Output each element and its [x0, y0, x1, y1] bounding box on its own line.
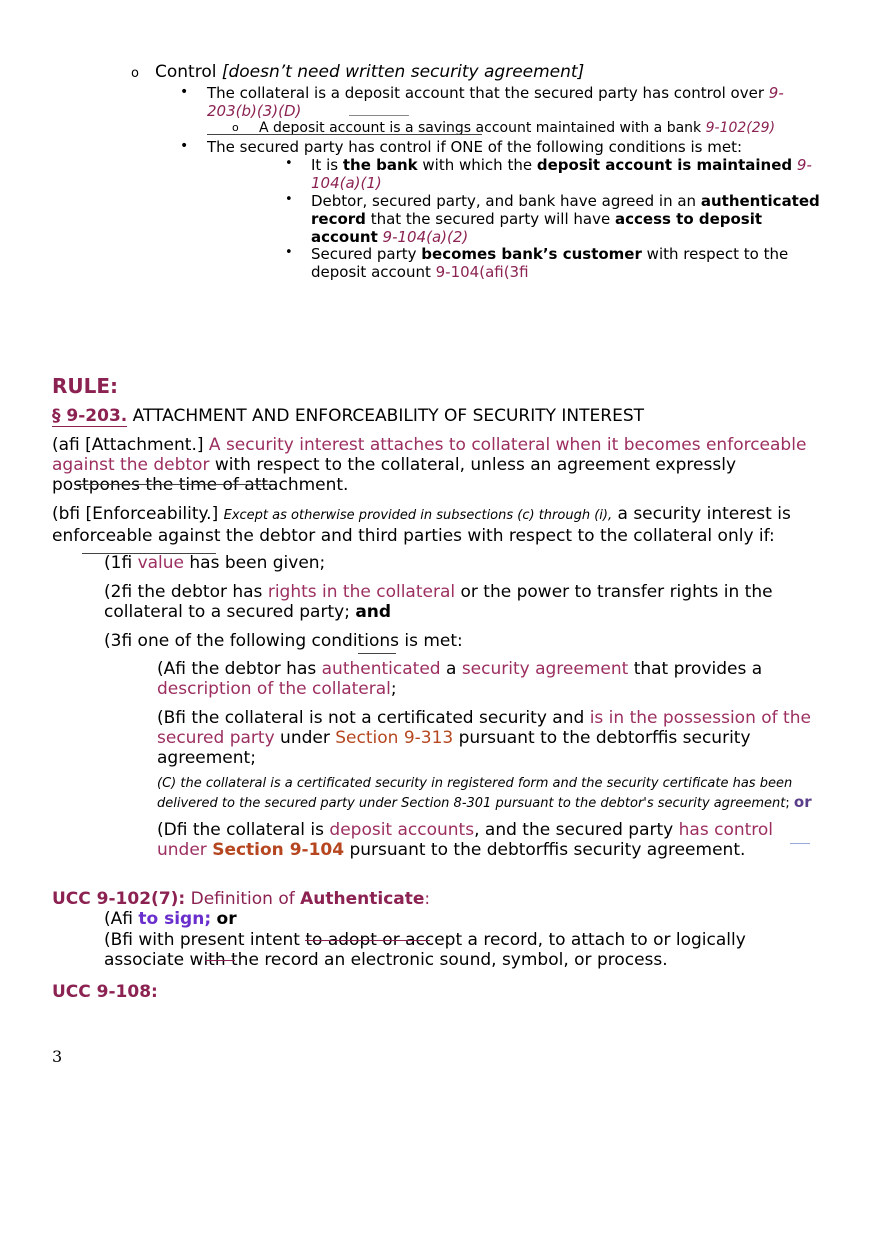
bullet-dot: • — [180, 84, 189, 100]
control-title: Control — [155, 62, 217, 82]
bullet-dot: • — [285, 156, 293, 171]
condition-A: (Afi the debtor has authenticated a security agreement that provides a description of the collateral; — [157, 659, 763, 699]
section-title: ATTACHMENT AND ENFORCEABILITY OF SECURITY INTEREST — [132, 406, 645, 426]
strike-mark — [305, 940, 430, 941]
cite-ref: 9-104(a)(2) — [382, 228, 469, 246]
underline-mark — [358, 653, 396, 654]
bullet-dot: • — [285, 245, 293, 260]
section-number: § 9-203. — [52, 406, 128, 426]
control-item-2: The secured party has control if ONE of the following conditions is met: — [207, 138, 743, 156]
subsection-a: (afi [Attachment.] A security interest attaches to collateral when it becomes enforceable against the debtor with respect to the collateral, unless an agreement expressly postpones the time of attachment. — [52, 435, 807, 495]
paragraph-1: (1fi value has been given; — [104, 553, 326, 573]
paragraph-2: (2fi the debtor has rights in the collateral or the power to transfer rights in the collateral to a secured party; and — [104, 582, 773, 622]
paragraph-3: (3fi one of the following conditions is met: — [104, 631, 463, 651]
underline-mark — [207, 134, 482, 135]
control-condition-2: Debtor, secured party, and bank have agreed in an authenticated record that the secured party will have access to deposit account 9-104(a)(2) — [311, 192, 820, 246]
cite-ref: 9-203(b)(3)(D) — [207, 84, 784, 120]
list-bullet-circle: o — [232, 121, 239, 134]
condition-B: (Bfi the collateral is not a certificated security and is in the possession of the secured party under Section 9-313 pursuant to the debtorffis security agreement; — [157, 708, 811, 768]
bullet-dot: • — [180, 138, 189, 154]
condition-D: (Dfi the collateral is deposit accounts, and the secured party has control under Section 9-104 pursuant to the debtorffis security agreement. — [157, 820, 774, 860]
control-sub-1: A deposit account is a savings account maintained with a bank 9-102(29) — [259, 120, 776, 136]
cite-ref: 9-102(29) — [705, 120, 776, 136]
cite-ref: 9-104(a)(1) — [311, 156, 812, 192]
ucc-9-108-heading: UCC 9-108: — [52, 982, 158, 1002]
section-heading — [52, 406, 644, 426]
ucc-9-102-7-heading: UCC 9-102(7): Definition of Authenticate: — [52, 889, 431, 909]
condition-C: (C) the collateral is a certificated security in registered form and the security certificate has been delivered to the secured party under Section 8-301 pursuant to the debtor's security agreement; or — [157, 776, 812, 811]
control-condition-1: It is the bank with which the deposit account is maintained 9-104(a)(1) — [311, 156, 812, 192]
strike-mark — [76, 484, 274, 485]
page-number: 3 — [52, 1047, 63, 1066]
control-item-1: The collateral is a deposit account that the secured party has control over 9-203(b)(3)(D) — [207, 84, 784, 120]
rule-heading: RULE: — [52, 374, 119, 398]
underline-mark — [349, 115, 409, 116]
underline-mark — [790, 843, 810, 844]
ucc-def-A: (Afi to sign; or — [104, 909, 237, 929]
cite-ref: 9-104(afi(3fi — [435, 263, 529, 281]
subsection-b: (bfi [Enforceability.] Except as otherwise provided in subsections (c) through (i), a security interest is enforceable against the debtor and third parties with respect to the collateral only if: — [52, 504, 791, 546]
ucc-def-B: (Bfi with present intent to adopt or accept a record, to attach to or logically associate with the record an electronic sound, symbol, or process. — [104, 930, 746, 970]
bullet-dot: • — [285, 192, 293, 207]
strike-mark — [205, 960, 235, 961]
control-note: [doesn’t need written security agreement] — [221, 62, 585, 82]
control-heading — [155, 62, 584, 82]
list-bullet-circle: o — [131, 66, 139, 81]
control-condition-3: Secured party becomes bank’s customer with respect to the deposit account 9-104(afi(3fi — [311, 245, 789, 281]
